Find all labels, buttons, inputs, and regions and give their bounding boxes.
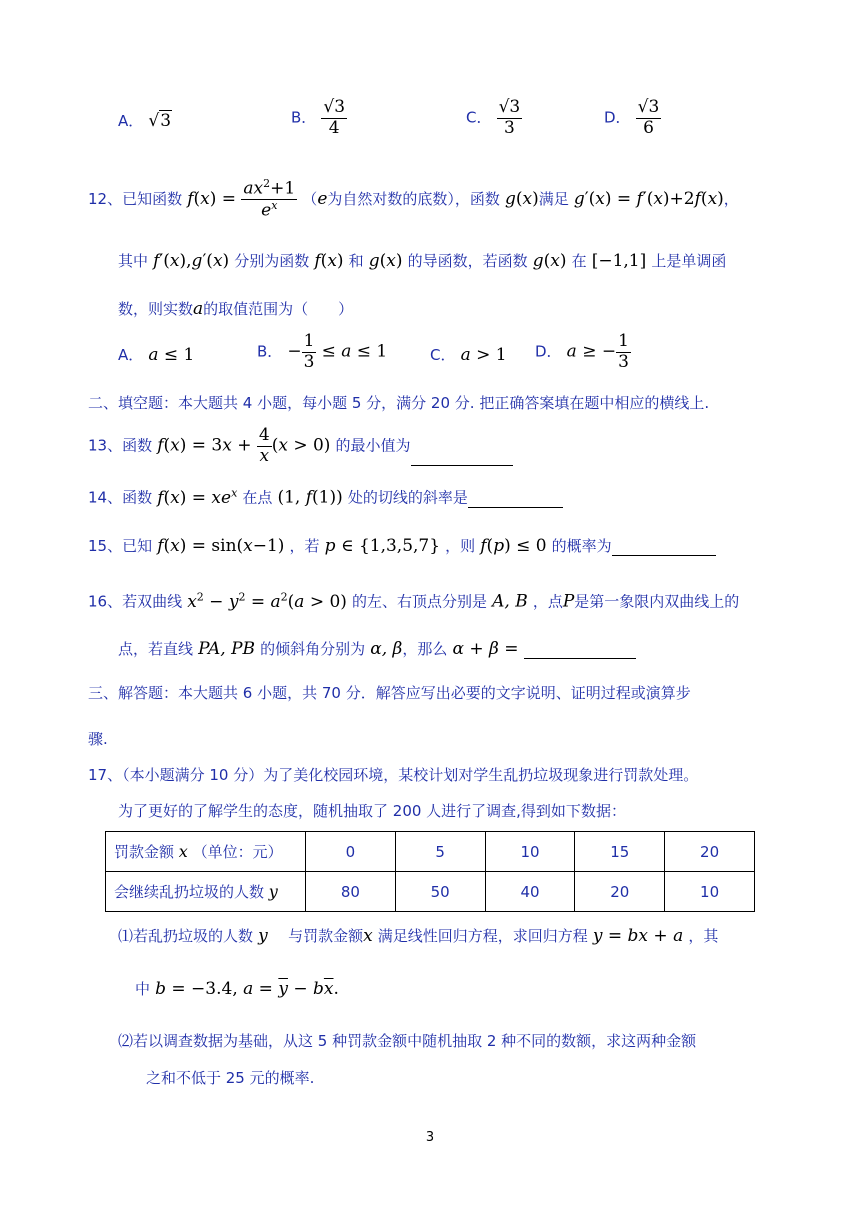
q13: 13、函数 f(x) = 3x + $\frac{4}{x}$ (x > 0) 的最小值为 (88, 426, 513, 466)
q15-answer-blank[interactable] (612, 537, 716, 556)
q12-option-d: D． a ≥ − $\frac{1}{3}$ (535, 331, 629, 372)
table-cell: 20 (665, 832, 755, 872)
q12-line1: 12、已知函数 f(x) = $\frac{ax^2+1}{e^x}$ （e为自然对数的底数），函数 g(x)满足 g′(x) = f′(x)+2f(x)， (88, 177, 739, 221)
table-cell: 10 (665, 872, 755, 912)
q11-option-d: D． $\frac{√3}{6}$ (604, 97, 660, 138)
q12-option-c: C． a > 1 (430, 345, 507, 365)
q17-part1-line1: ⑴若乱扔垃圾的人数 y 与罚款金额x 满足线性回归方程，求回归方程 y = bx + a ，其 (118, 926, 719, 946)
page-number: 3 (425, 1130, 435, 1145)
table-cell: 20 (575, 872, 665, 912)
table-cell: 10 (485, 832, 575, 872)
q11-option-a: A． √3 (118, 111, 172, 131)
q16-line2: 点，若直线 PA, PB 的倾斜角分别为 α, β，那么 α + β = (118, 638, 636, 659)
section3-heading: 三、解答题：本大题共 6 小题，共 70 分．解答应写出必要的文字说明、证明过程或演算步 (88, 684, 691, 702)
q16-line1: 16、若双曲线 $x^2 - y^2 = a^2(a > 0)$ 的左、右顶点分别是 A, B ，点P是第一象限内双曲线上的 (88, 590, 740, 612)
q17-part2-line2: 之和不低于 25 元的概率. (146, 1069, 315, 1087)
q15: 15、已知 f(x) = sin(x−1) ，若 p ∈ {1,3,5,7} ，则 f(p) ≤ 0 的概率为 (88, 535, 716, 556)
table-cell: 15 (575, 832, 665, 872)
section3-heading-cont: 骤. (88, 730, 108, 748)
q12-option-a: A． a ≤ 1 (118, 345, 195, 365)
q17-data-table (105, 831, 755, 912)
q14-answer-blank[interactable] (468, 489, 563, 508)
table-cell: 50 (395, 872, 485, 912)
q12-option-b: B． − $\frac{1}{3}$ ≤ a ≤ 1 (257, 331, 388, 372)
q12-line3: 数，则实数a的取值范围为（ ） (118, 299, 354, 319)
table-header-fine: 罚款金额 x （单位：元） (106, 832, 306, 872)
q17-part2-line1: ⑵若以调查数据为基础，从这 5 种罚款金额中随机抽取 2 种不同的数额，求这两种金额 (118, 1032, 697, 1050)
q16-answer-blank[interactable] (524, 640, 636, 659)
table-row (106, 872, 755, 912)
q11-option-b: B． $\frac{√3}{4}$ (291, 97, 346, 138)
q13-answer-blank[interactable] (411, 447, 513, 466)
table-cell: 5 (395, 832, 485, 872)
table-cell: 0 (306, 832, 396, 872)
q12-line2: 其中 f′(x),g′(x) 分别为函数 f(x) 和 g(x) 的导函数，若函数 g(x) 在 [−1,1] 上是单调函 (118, 251, 727, 271)
q17-part1-line2: 中 b = −3.4, $a = \overline{y} - b\overline{x}$. (135, 979, 339, 999)
q14: 14、函数 $f(x) = xe^x$ 在点 (1, f(1)) 处的切线的斜率是 (88, 486, 563, 508)
section2-heading: 二、填空题：本大题共 4 小题，每小题 5 分，满分 20 分. 把正确答案填在题中相应的横线上. (88, 394, 710, 412)
q17-line1: 17、（本小题满分 10 分）为了美化校园环境，某校计划对学生乱扔垃圾现象进行罚款处理。 (88, 766, 699, 784)
q17-line2: 为了更好的了解学生的态度，随机抽取了 200 人进行了调查,得到如下数据： (118, 802, 626, 820)
table-row (106, 832, 755, 872)
table-header-count: 会继续乱扔垃圾的人数 y (106, 872, 306, 912)
table-cell: 80 (306, 872, 396, 912)
q11-option-c: C． $\frac{√3}{3}$ (466, 97, 521, 138)
table-cell: 40 (485, 872, 575, 912)
